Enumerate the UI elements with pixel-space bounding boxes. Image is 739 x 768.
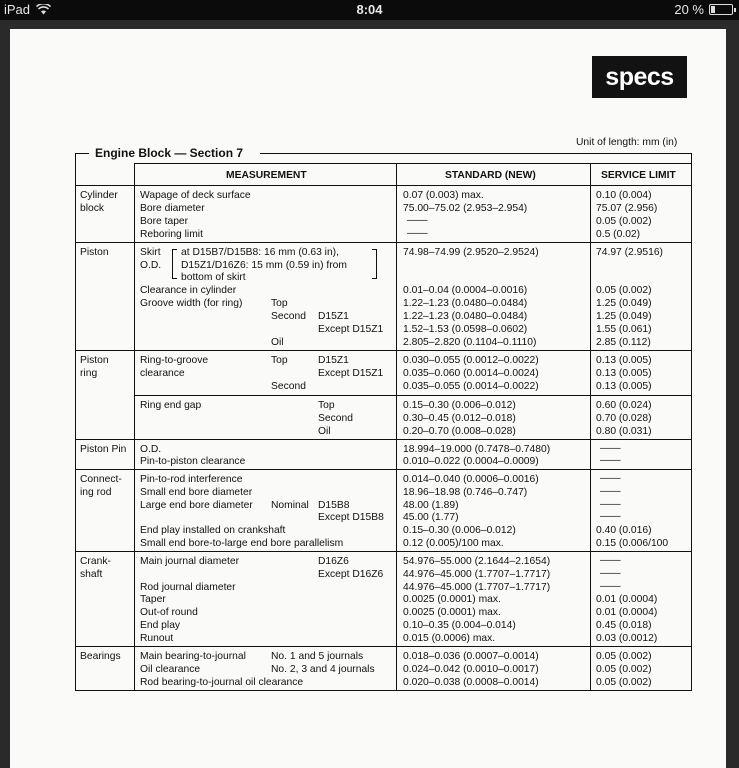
service-limit-value: 0.60 (0.024) [596, 400, 652, 411]
standard-value: 75.00–75.02 (2.953–2.954) [403, 203, 528, 214]
header-service-limit: SERVICE LIMIT [601, 170, 676, 181]
service-limit-value: 0.15 (0.006/100 [596, 538, 669, 549]
clock: 8:04 [356, 2, 383, 17]
standard-value: 0.01–0.04 (0.0004–0.0016) [403, 285, 528, 296]
row-label-piston-pin: Piston Pin [80, 444, 127, 455]
service-limit-value: 0.80 (0.031) [596, 426, 652, 437]
frame-top-right [260, 153, 692, 154]
measurement-text: Ring end gap [140, 400, 202, 411]
measurement-text: Rod journal diameter [140, 582, 236, 593]
bracket-right [372, 249, 377, 279]
standard-value: 1.52–1.53 (0.0598–0.0602) [403, 324, 528, 335]
standard-value: 18.994–19.000 (0.7478–0.7480) [403, 444, 551, 455]
standard-value: 0.018–0.036 (0.0007–0.0014) [403, 651, 539, 662]
standard-value: —— [407, 228, 428, 239]
service-limit-value: 0.45 (0.018) [596, 620, 652, 631]
service-limit-value: 1.55 (0.061) [596, 324, 652, 335]
service-limit-value: 0.13 (0.005) [596, 355, 652, 366]
standard-value: 74.98–74.99 (2.9520–2.9524) [403, 247, 539, 258]
row-label-crank-2: shaft [80, 569, 103, 580]
measurement-text: Oil clearance [140, 664, 201, 675]
row-line-piston [75, 242, 692, 243]
service-limit-value: 0.05 (0.002) [596, 651, 652, 662]
standard-value: 18.96–18.98 (0.746–0.747) [403, 487, 528, 498]
variant-except-d15z1: Except D15Z1 [318, 324, 384, 335]
measurement-text: Taper [140, 594, 166, 605]
skirt-label: Skirt [140, 247, 161, 258]
standard-value: 44.976–45.000 (1.7707–1.7717) [403, 582, 551, 593]
standard-value: 0.014–0.040 (0.0006–0.0016) [403, 474, 539, 485]
measurement-text: Small end bore-to-large end bore parallelism [140, 538, 344, 549]
measurement-text: Main bearing-to-journal [140, 651, 246, 662]
service-limit-value: —— [600, 511, 621, 522]
service-limit-value: —— [600, 455, 621, 466]
row-label-cylinder-2: block [80, 203, 105, 214]
journals-1-5: No. 1 and 5 journals [271, 651, 364, 662]
service-limit-value: 75.07 (2.956) [596, 203, 658, 214]
variant-except-d15z1: Except D15Z1 [318, 368, 384, 379]
header-measurement: MEASUREMENT [226, 170, 307, 181]
battery-percent: 20 % [674, 2, 704, 17]
standard-value: 1.22–1.23 (0.0480–0.0484) [403, 311, 528, 322]
header-bottom-line [75, 185, 692, 186]
variant-d15b8: D15B8 [318, 500, 350, 511]
service-limit-value: 0.05 (0.002) [596, 216, 652, 227]
service-limit-value: —— [600, 581, 621, 592]
ring-oil: Oil [271, 337, 284, 348]
frame-right [691, 153, 692, 690]
standard-value: 0.035–0.060 (0.0014–0.0024) [403, 368, 539, 379]
measurement-text: O.D. [140, 444, 162, 455]
row-label-piston-ring: Piston [80, 355, 109, 366]
service-limit-value: 0.03 (0.0012) [596, 633, 658, 644]
standard-value: 0.07 (0.003) max. [403, 190, 484, 201]
service-limit-value: 0.05 (0.002) [596, 677, 652, 688]
service-limit-value: —— [600, 486, 621, 497]
measurement-text: clearance [140, 368, 185, 379]
measurement-text: End play [140, 620, 181, 631]
standard-value: 0.035–0.055 (0.0014–0.0022) [403, 381, 539, 392]
nominal-label: Nominal [271, 500, 309, 511]
service-limit-value: —— [600, 473, 621, 484]
measurement-text: Ring-to-groove [140, 355, 209, 366]
row-label-conrod: Connect- [80, 474, 122, 485]
row-label-conrod-2: ing rod [80, 487, 112, 498]
row-line-crank [75, 551, 692, 552]
measurement-text: Reboring limit [140, 229, 203, 240]
standard-value: 0.015 (0.0006) max. [403, 633, 496, 644]
device-name: iPad [4, 2, 31, 17]
standard-value: 45.00 (1.77) [403, 512, 459, 523]
variant-d15z1: D15Z1 [318, 311, 349, 322]
service-limit-value: 2.85 (0.112) [596, 337, 651, 348]
row-label-bearings: Bearings [80, 651, 121, 662]
gap-ring-oil: Oil [318, 426, 331, 437]
service-limit-value: 0.01 (0.0004) [596, 607, 658, 618]
frame-left [75, 153, 76, 690]
row-label-cylinder: Cylinder [80, 190, 118, 201]
row-line-bearings [75, 646, 692, 647]
header-standard: STANDARD (NEW) [445, 170, 536, 181]
standard-value: 0.010–0.022 (0.0004–0.0009) [403, 456, 539, 467]
standard-value: 2.805–2.820 (0.1104–0.1110) [403, 337, 537, 348]
section-title: Engine Block — Section 7 [95, 146, 244, 160]
measurement-text: End play installed on crankshaft [140, 525, 286, 536]
measurement-text: Main journal diameter [140, 556, 240, 567]
measurement-text: Rod bearing-to-journal oil clearance [140, 677, 304, 688]
service-limit-value: 0.05 (0.002) [596, 664, 652, 675]
skirt-note: D15Z1/D16Z6: 15 mm (0.59 in) from [181, 260, 347, 271]
service-limit-value: 0.70 (0.028) [596, 413, 652, 424]
variant-except-d16z6: Except D16Z6 [318, 569, 384, 580]
standard-value: 0.0025 (0.0001) max. [403, 594, 501, 605]
row-label-crank: Crank- [80, 556, 111, 567]
standard-value: 0.15–0.30 (0.006–0.012) [403, 525, 516, 536]
standard-value: 0.10–0.35 (0.004–0.014) [403, 620, 516, 631]
skirt-note: at D15B7/D15B8: 16 mm (0.63 in), [181, 247, 339, 258]
service-limit-value: 0.13 (0.005) [596, 381, 652, 392]
journals-2-3-4: No. 2, 3 and 4 journals [271, 664, 375, 675]
service-limit-value: —— [600, 555, 621, 566]
service-limit-value: 74.97 (2.9516) [596, 247, 663, 258]
bracket-left [172, 249, 177, 279]
ring-top: Top [271, 355, 288, 366]
standard-value: 0.20–0.70 (0.008–0.028) [403, 426, 516, 437]
skirt-note: bottom of skirt [181, 272, 246, 283]
service-limit-value: —— [600, 568, 621, 579]
ring-top: Top [271, 298, 288, 309]
measurement-text: Wapage of deck surface [140, 190, 251, 201]
standard-value: 48.00 (1.89) [403, 500, 459, 511]
measurement-text: Runout [140, 633, 174, 644]
unit-note: Unit of length: mm (in) [576, 137, 678, 148]
standard-value: 44.976–45.000 (1.7707–1.7717) [403, 569, 551, 580]
standard-value: 0.030–0.055 (0.0012–0.0022) [403, 355, 539, 366]
service-limit-value: 1.25 (0.049) [596, 311, 652, 322]
measurement-text: Bore diameter [140, 203, 205, 214]
service-limit-value: 0.13 (0.005) [596, 368, 652, 379]
measurement-text: Small end bore diameter [140, 487, 253, 498]
header-top-line [134, 163, 692, 164]
standard-value: 0.12 (0.005)/100 max. [403, 538, 504, 549]
battery-level [711, 6, 715, 13]
standard-value: 0.024–0.042 (0.0010–0.0017) [403, 664, 539, 675]
measurement-text: Bore taper [140, 216, 189, 227]
standard-value: 54.976–55.000 (2.1644–2.1654) [403, 556, 551, 567]
row-line-conrod [75, 469, 692, 470]
ring-second: Second [271, 311, 306, 322]
variant-except-d15b8: Except D15B8 [318, 512, 384, 523]
row-line-ring-gap [134, 395, 692, 396]
standard-value: 0.15–0.30 (0.006–0.012) [403, 400, 516, 411]
measurement-text: Pin-to-piston clearance [140, 456, 246, 467]
skirt-od-label: O.D. [140, 260, 162, 271]
service-limit-value: 1.25 (0.049) [596, 298, 652, 309]
standard-value: —— [407, 215, 428, 226]
service-limit-value: 0.5 (0.02) [596, 229, 641, 240]
measurement-text: Clearance in cylinder [140, 285, 237, 296]
measurement-text: Large end bore diameter [140, 500, 253, 511]
standard-value: 0.020–0.038 (0.0008–0.0014) [403, 677, 539, 688]
service-limit-value: 0.01 (0.0004) [596, 594, 658, 605]
ring-second: Second [271, 381, 306, 392]
variant-d16z6: D16Z6 [318, 556, 349, 567]
measurement-text: Pin-to-rod interference [140, 474, 243, 485]
service-limit-value: 0.10 (0.004) [596, 190, 652, 201]
frame-top-left [75, 153, 89, 154]
standard-value: 0.0025 (0.0001) max. [403, 607, 501, 618]
service-limit-value: 0.05 (0.002) [596, 285, 652, 296]
service-limit-value: —— [600, 443, 621, 454]
standard-value: 0.30–0.45 (0.012–0.018) [403, 413, 516, 424]
row-label-piston: Piston [80, 247, 109, 258]
status-bar [0, 0, 739, 20]
service-limit-value: 0.40 (0.016) [596, 525, 652, 536]
row-line-piston-pin [75, 439, 692, 440]
battery-icon [709, 4, 733, 15]
service-limit-value: —— [600, 499, 621, 510]
row-label-piston-ring-2: ring [80, 368, 98, 379]
frame-bottom [75, 690, 692, 691]
variant-d15z1: D15Z1 [318, 355, 349, 366]
standard-value: 1.22–1.23 (0.0480–0.0484) [403, 298, 528, 309]
measurement-text: Groove width (for ring) [140, 298, 243, 309]
row-line-piston-ring [75, 350, 692, 351]
measurement-text: Out-of round [140, 607, 198, 618]
specs-logo: specs [592, 56, 687, 98]
gap-ring-second: Second [318, 413, 353, 424]
gap-ring-top: Top [318, 400, 335, 411]
